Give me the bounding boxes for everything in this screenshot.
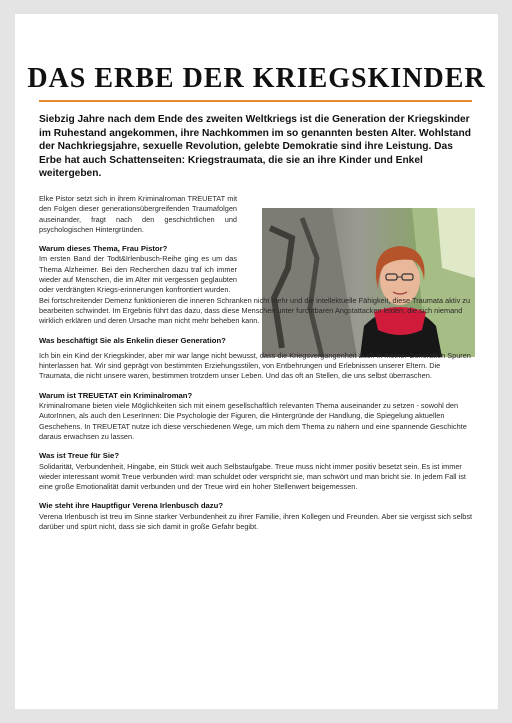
article-body	[39, 194, 475, 532]
section-question: Warum dieses Thema, Frau Pistor?	[39, 244, 168, 254]
section-question: Was beschäftigt Sie als Enkelin dieser Generation?	[39, 335, 226, 345]
article-page	[15, 14, 498, 709]
section-question: Wie steht ihre Hauptfigur Verena Irlenbusch dazu?	[39, 501, 224, 511]
section-question: Warum ist TREUETAT ein Kriminalroman?	[39, 390, 193, 400]
section-answer: Verena Irlenbusch ist treu im Sinne starker Verbundenheit zu ihrer Familie, ihren Kollegen und Freunden. Aber sie vergisst sich selbst darüber und spürt nicht, dass sie sich damit in große Gefahr begibt.	[39, 511, 473, 532]
article-intro: Siebzig Jahre nach dem Ende des zweiten Weltkriegs ist die Generation der Kriegskinder im Ruhestand angekommen, ihre Nachkommen im so genannten besten Alter. Wohlstand der Nachkriegsjahre, sexuelle Revolution, gelebte Demokratie sind ihre Leistung. Das Erbe hat auch Schattenseiten: Kriegstraumata, die sie an ihre Kinder und Enkel weitergeben.	[39, 114, 471, 180]
title-divider	[39, 100, 472, 102]
section-answer-continued: Bei fortschreitender Demenz funktionieren die inneren Schranken nicht mehr und die intellektuelle Fähigkeit, diese Traumata aktiv zu bearbeiten schwindet. Im Ergebnis führt das dazu, dass diese Menschen unter furchtbaren Angstattacken leiden, die sich niemand wirklich erklären und deren Ursache man nicht mehr beheben kann.	[39, 295, 471, 326]
section-question: Was ist Treue für Sie?	[39, 451, 120, 461]
section-answer: Kriminalromane bieten viele Möglichkeiten sich mit einem gesellschaftlich relevanten Thema auseinander zu setzen - sowohl den AutorInnen, als auch den LeserInnen: Die Psychologie der Figuren, die Hintergründe der Handlung, die Spiegelung aktuellen Geschehens. In TREUETAT nutze ich diese verschiedenen Wege, um mich dem Thema zu nähern und eine spannende Geschichte daraus erwachsen zu lassen.	[39, 401, 467, 441]
section-answer: Solidarität, Verbundenheit, Hingabe, ein Stück weit auch Selbstaufgabe. Treue muss nicht immer positiv besetzt sein. Es ist immer wieder interessant womit Treue verbunden wird: man schuldet oder verspricht sie, man schwört und man bricht sie. In jedem Fall ist eine große Emotionalität damit verbunden und der Treue wird ein hoher Stellenwert beigemessen.	[39, 461, 466, 492]
lead-paragraph: Elke Pistor setzt sich in ihrem Kriminalroman TREUETAT mit den Folgen dieser generationsübergreifenden Traumafolgen auseinander, fragt nach den geschichtlichen und psychologischen Hintergründen.	[39, 194, 237, 234]
article-title: DAS ERBE DER KRIEGSKINDER	[27, 63, 486, 94]
section-answer: Im ersten Band der Todt&Irlenbusch-Reihe ging es um das Thema Alzheimer. Bei den Recherchen dazu traf ich immer wieder auf Menschen, die im Alter mit vergessen geglaubten oder verdrängten Kriegs-erinnerungen konfrontiert wurden.	[39, 254, 237, 295]
section-answer: Ich bin ein Kind der Kriegskinder, aber mir war lange nicht bewusst, dass die Kriegsvergangenheit auch in meiner Generation Spuren hinterlassen hat. Wir sind geprägt von bestimmten Erziehungsstilen, von Entbehrungen und Erlebnissen unserer Eltern. Die Traumata, die nicht unsere waren, bestimmen trotzdem unser Leben. Und das oft an Stellen, die uns selbst überraschen.	[39, 350, 471, 381]
